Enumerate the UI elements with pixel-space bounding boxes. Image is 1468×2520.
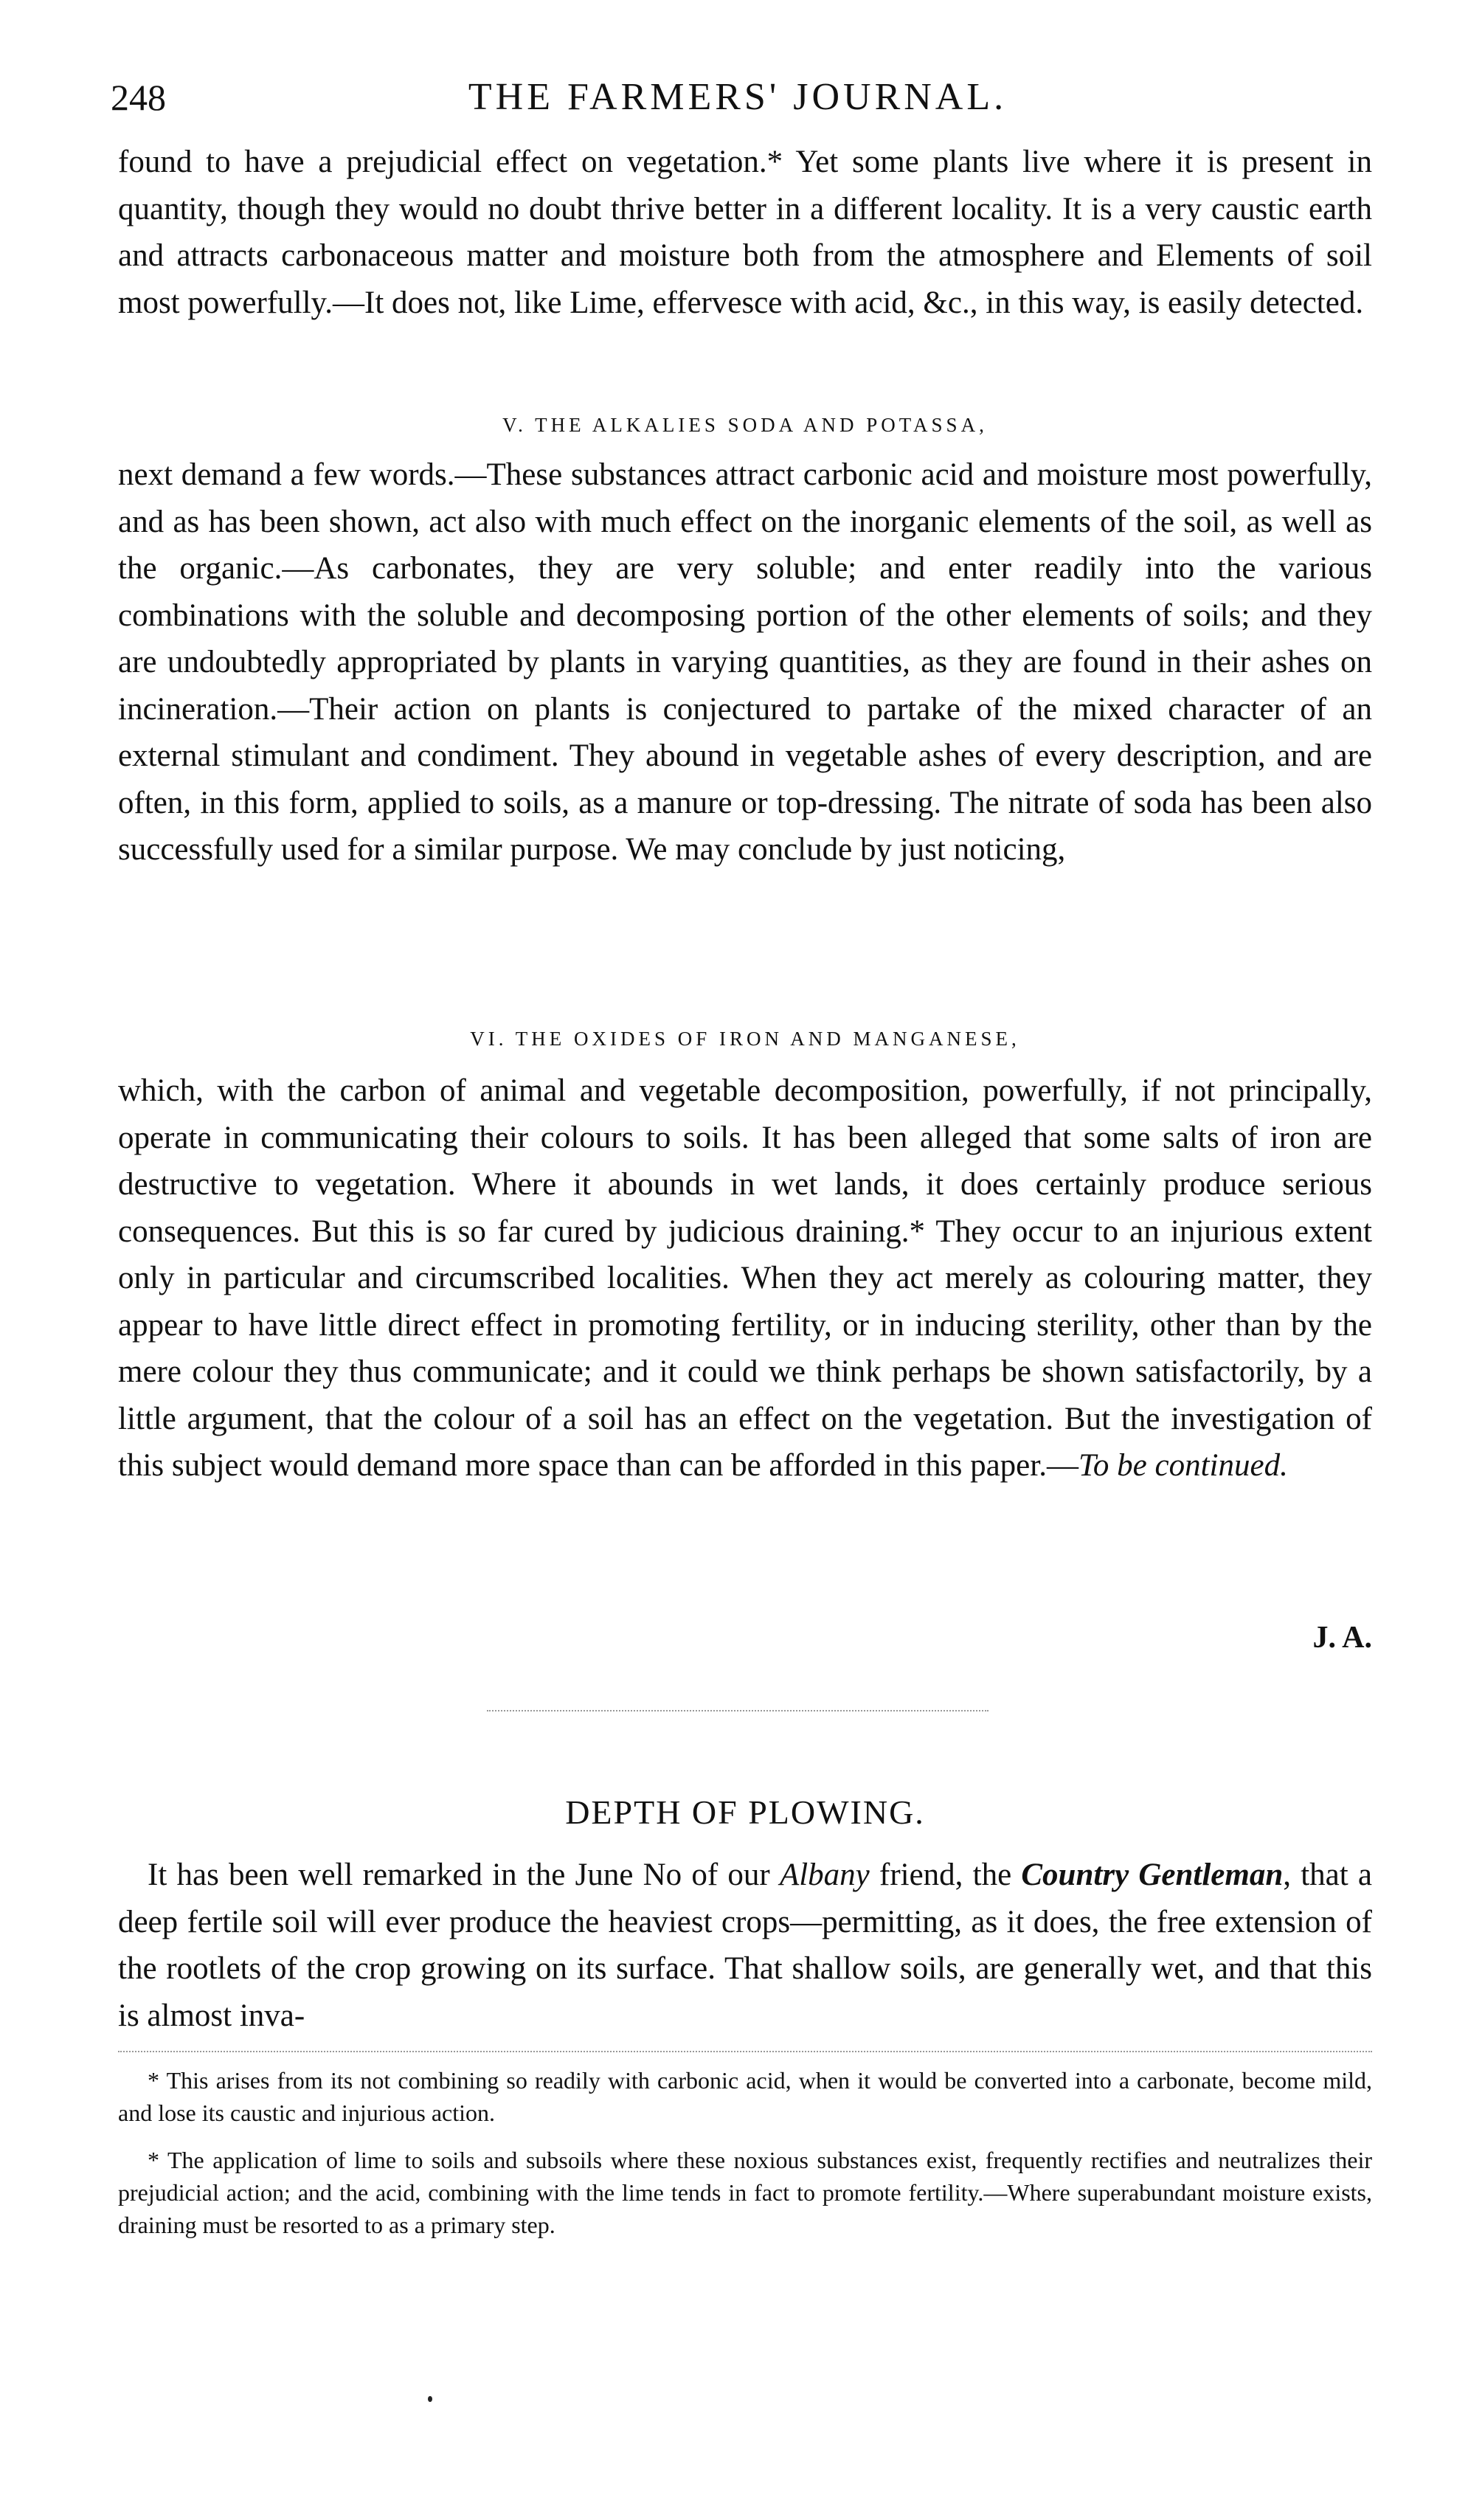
paragraph-text: [118, 1852, 1372, 2039]
paragraph-body: which, with the carbon of animal and vegetable decomposition, powerfully, if not principally, operate in communicating their colours to soils. It has been alleged that some salts of iron are destructive to vegetation. Where it abounds in wet lands, it does certainly produce serious consequences. But this is so far cured by judicious draining.* They occur to an injurious extent only in particular and circumscribed localities. When they act merely as colouring matter, they appear to have little direct effect in promoting fertility, or in inducing sterility, other than by the mere colour they thus communicate; and it could we think perhaps be shown satisfactorily, by a little argument, that the colour of a soil has an effect on the vegetation. But the investigation of this subject would demand more space than can be afforded in this paper.—: [118, 1073, 1372, 1483]
section-divider: [487, 1710, 989, 1711]
footnotes: [118, 2064, 1372, 2256]
section-heading-alkalies: V. THE ALKALIES SODA AND POTASSA,: [502, 414, 988, 436]
country-gentleman-ref: Country Gentleman: [1021, 1858, 1284, 1892]
running-title: THE FARMERS' JOURNAL.: [468, 76, 1008, 118]
section-heading-oxides: VI. THE OXIDES OF IRON AND MANGANESE,: [470, 1028, 1020, 1050]
paragraph-text: found to have a prejudicial effect on vegetation.* Yet some plants live where it is present in quantity, though they would no doubt thrive better in a different locality. It is a very caustic earth and attracts carbonaceous matter and moisture both from the atmosphere and Elements of soil most powerfully.—It does not, like Lime, effervesce with acid, &c., in this way, is easily detected.: [118, 145, 1372, 320]
to-be-continued: To be continued.: [1078, 1448, 1288, 1483]
albany-ref: Albany: [779, 1858, 870, 1892]
article-text-start: It has been well remarked in the June No of our: [148, 1858, 780, 1892]
article-paragraph: [118, 1852, 1372, 2039]
paragraph-alkalies: [118, 451, 1372, 873]
article-text-mid: friend, the: [869, 1858, 1022, 1892]
article-text-end: , that a deep fertile soil will ever produce the heaviest crops—permitting, as it does, the free extension of the rootlets of the crop growing on its surface. That shallow soils, are generally wet, and that this is almost inva-: [118, 1858, 1373, 2033]
paragraph-oxides: [118, 1067, 1372, 1489]
ink-speck: [428, 2396, 432, 2402]
page-number: 248: [111, 77, 166, 118]
paragraph-text: next demand a few words.—These substances attract carbonic acid and moisture most powerfully, and as has been shown, act also with much effect on the inorganic elements of the soil, as well as the organic.—As carbonates, they are very soluble; and enter readily into the various combinations with the soluble and decomposing portion of the other elements of soils; and they are undoubtedly appropriated by plants in varying quantities, as they are found in their ashes on incineration.—Their action on plants is conjectured to partake of the mixed character of an external stimulant and condiment. They abound in vegetable ashes of every description, and are often, in this form, applied to soils, as a manure or top-dressing. The nitrate of soda has been also successfully used for a similar purpose. We may conclude by just noticing,: [118, 457, 1372, 867]
author-signature: J. A.: [1312, 1621, 1372, 1655]
footnote-divider: [118, 2051, 1372, 2052]
footnote-2: * The application of lime to soils and subsoils where these noxious substances exist, frequently rectifies and neutralizes their prejudicial action; and the acid, combining with the lime tends in fact to promote fertility.—Where superabundant moisture exists, draining must be resorted to as a primary step.: [118, 2147, 1372, 2238]
paragraph-continued: [118, 139, 1372, 326]
footnote-1: * This arises from its not combining so readily with carbonic acid, when it would be converted into a carbonate, become mild, and lose its caustic and injurious action.: [118, 2067, 1372, 2126]
article-title: DEPTH OF PLOWING.: [565, 1793, 925, 1831]
page-header: [111, 68, 1365, 127]
paragraph-text: [118, 1067, 1372, 1489]
